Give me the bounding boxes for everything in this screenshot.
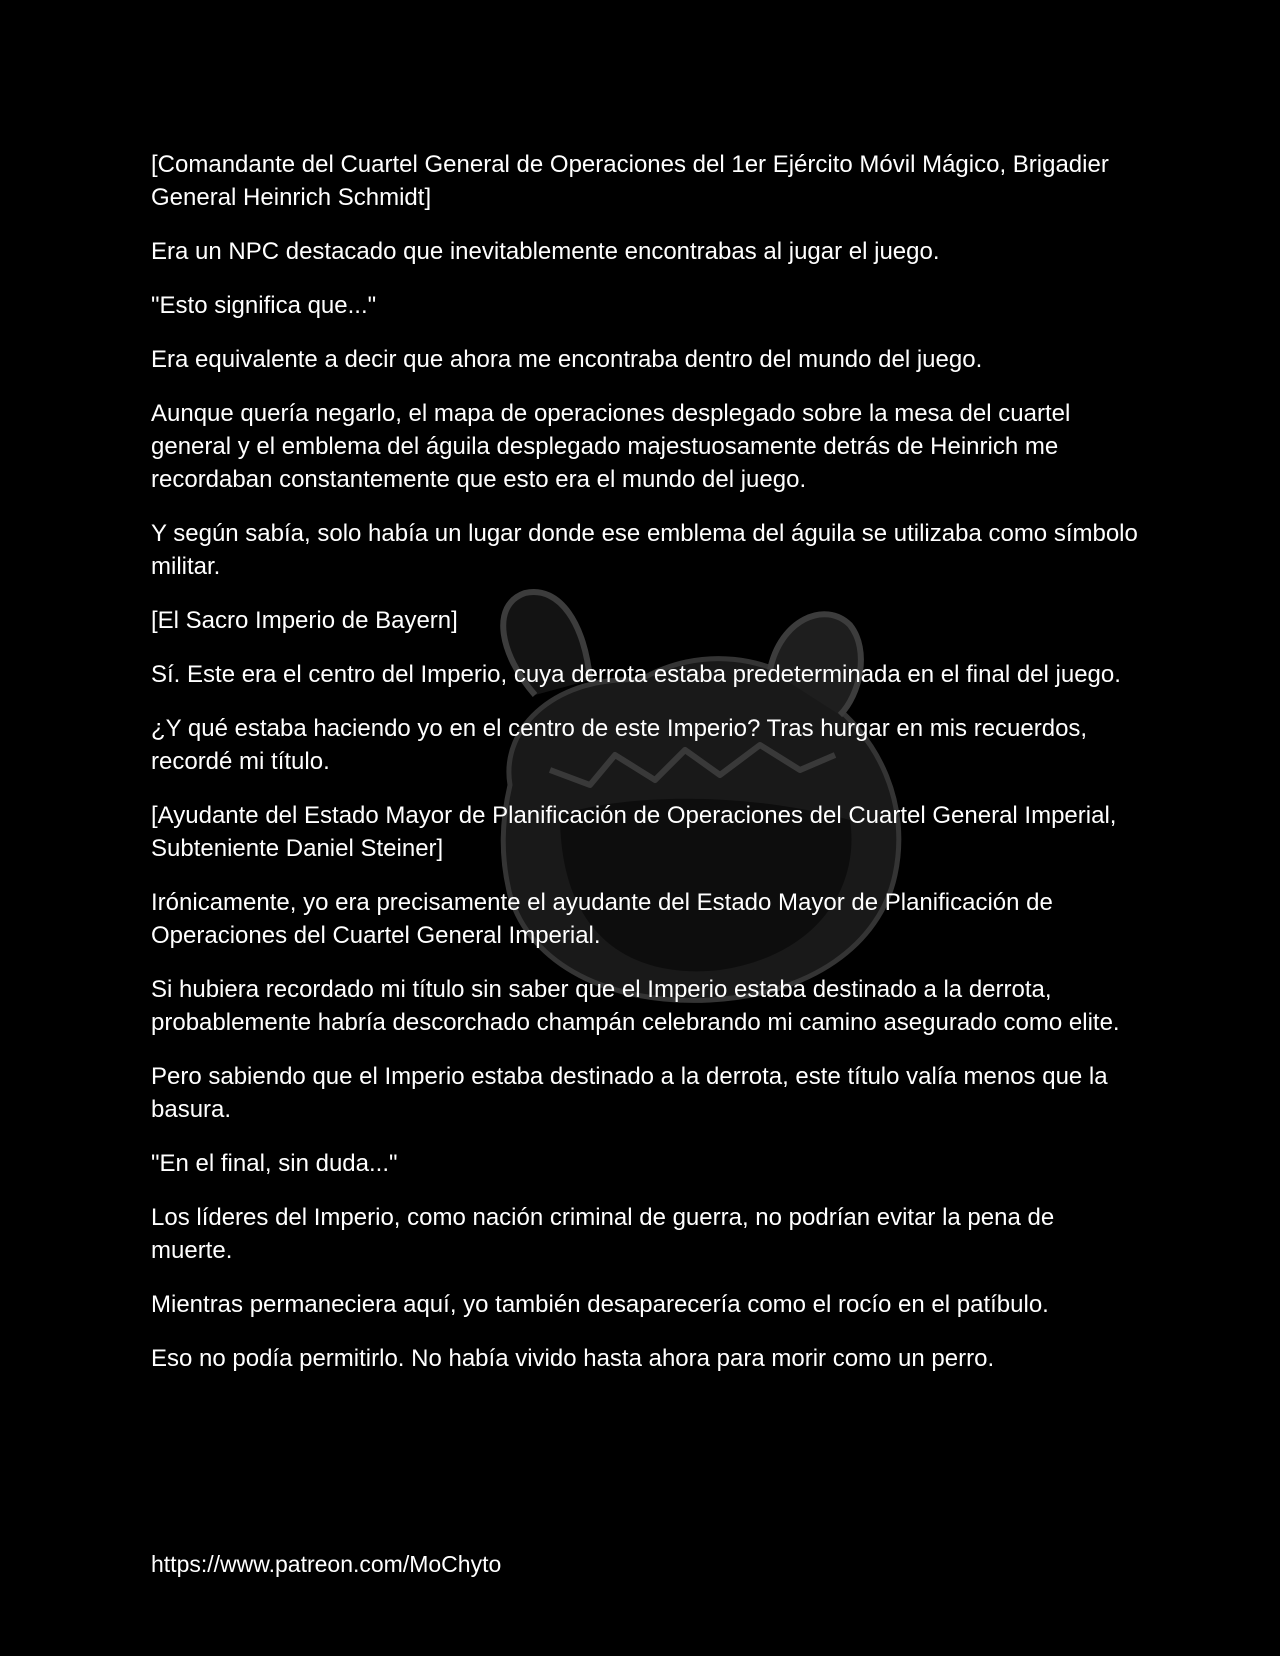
patreon-link[interactable]: https://www.patreon.com/MoChyto (151, 1551, 502, 1577)
paragraph-2: Era un NPC destacado que inevitablemente encontrabas al jugar el juego. (151, 238, 940, 265)
paragraph-6: Y según sabía, solo había un lugar donde ese emblema del águila se utilizaba como símbolo militar. (151, 520, 1138, 580)
paragraph-10: [Ayudante del Estado Mayor de Planificación de Operaciones del Cuartel General Imperial, Subteniente Daniel Steiner] (151, 802, 1117, 862)
paragraph-11: Irónicamente, yo era precisamente el ayudante del Estado Mayor de Planificación de Operaciones del Cuartel General Imperial. (151, 889, 1053, 949)
paragraph-14: "En el final, sin duda..." (151, 1150, 398, 1177)
paragraph-16: Mientras permaneciera aquí, yo también desaparecería como el rocío en el patíbulo. (151, 1291, 1049, 1318)
chapter-text (151, 148, 1141, 1396)
paragraph-3: "Esto significa que..." (151, 292, 377, 319)
paragraph-15: Los líderes del Imperio, como nación criminal de guerra, no podrían evitar la pena de muerte. (151, 1204, 1055, 1264)
paragraph-13: Pero sabiendo que el Imperio estaba destinado a la derrota, este título valía menos que la basura. (151, 1063, 1108, 1123)
paragraph-5: Aunque quería negarlo, el mapa de operaciones desplegado sobre la mesa del cuartel general y el emblema del águila desplegado majestuosamente detrás de Heinrich me recordaban constantemente que esto era el mundo del juego. (151, 400, 1071, 493)
paragraph-17: Eso no podía permitirlo. No había vivido hasta ahora para morir como un perro. (151, 1345, 995, 1372)
paragraph-12: Si hubiera recordado mi título sin saber que el Imperio estaba destinado a la derrota, probablemente habría descorchado champán celebrando mi camino asegurado como elite. (151, 976, 1120, 1036)
paragraph-8: Sí. Este era el centro del Imperio, cuya derrota estaba predeterminada en el final del juego. (151, 661, 1121, 688)
paragraph-9: ¿Y qué estaba haciendo yo en el centro de este Imperio? Tras hurgar en mis recuerdos, recordé mi título. (151, 715, 1088, 775)
paragraph-4: Era equivalente a decir que ahora me encontraba dentro del mundo del juego. (151, 346, 983, 373)
paragraph-7: [El Sacro Imperio de Bayern] (151, 607, 458, 634)
paragraph-1: [Comandante del Cuartel General de Operaciones del 1er Ejército Móvil Mágico, Brigadier General Heinrich Schmidt] (151, 151, 1109, 211)
